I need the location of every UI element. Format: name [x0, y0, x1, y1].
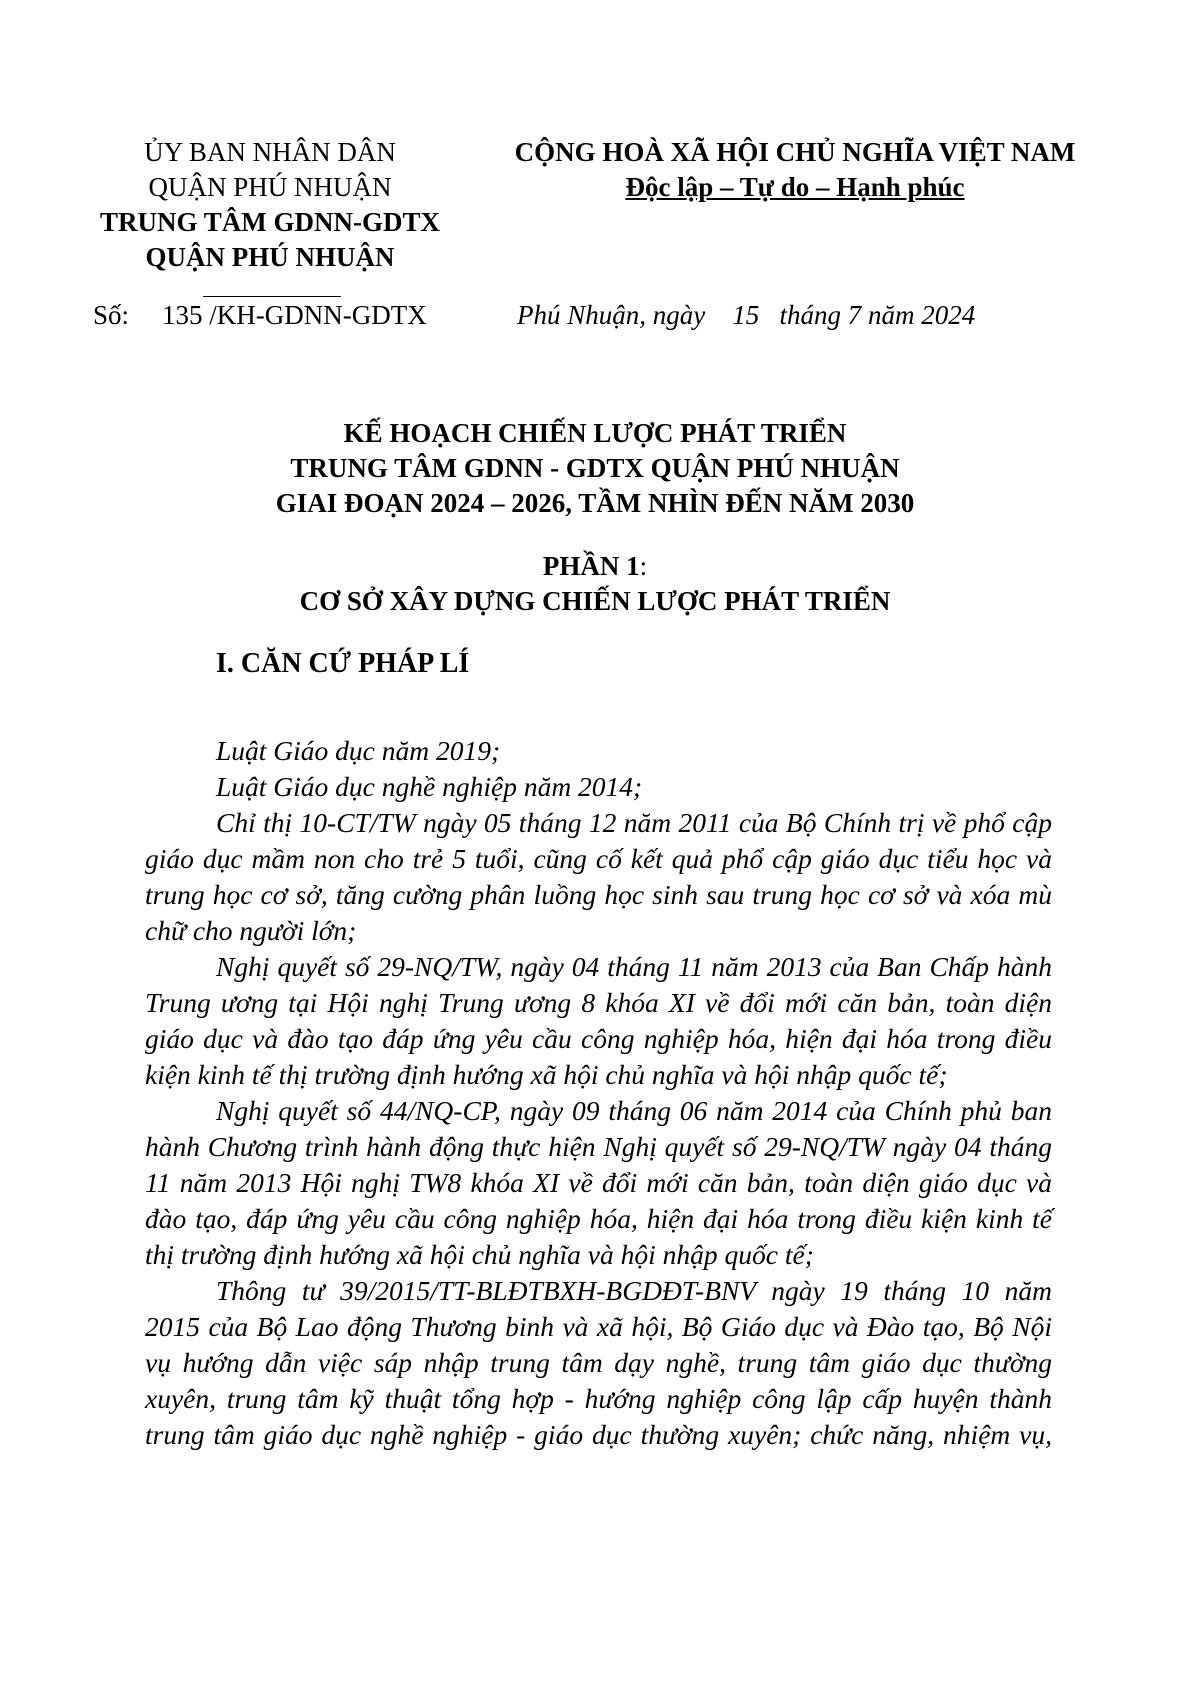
paragraph-line: Chỉ thị 10-CT/TW ngày 05 tháng 12 năm 2011 của Bộ Chính trị về phổ cập — [216, 807, 1052, 838]
paragraph-line: Nghị quyết số 44/NQ-CP, ngày 09 tháng 06 năm 2014 của Chính phủ ban — [216, 1095, 1052, 1126]
national-motto — [470, 169, 1120, 205]
paragraph-line: 11 năm 2013 Hội nghị TW8 khóa XI về đổi mới căn bản, toàn diện giáo dục và — [145, 1167, 1052, 1198]
paragraph — [145, 949, 1052, 1093]
doc-title-line-3: GIAI ĐOẠN 2024 – 2026, TẦM NHÌN ĐẾN NĂM 2030 — [275, 488, 915, 518]
paragraph-line: Nghị quyết số 29-NQ/TW, ngày 04 tháng 11 năm 2013 của Ban Chấp hành — [216, 951, 1052, 982]
paragraph-line: hành Chương trình hành động thực hiện Nghị quyết số 29-NQ/TW ngày 04 tháng — [145, 1131, 1052, 1162]
paragraph-line: trung tâm giáo dục nghề nghiệp - giáo dục thường xuyên; chức năng, nhiệm vụ, — [145, 1419, 1052, 1450]
doc-date: Phú Nhuận, ngày 15 tháng 7 năm 2024 — [517, 300, 976, 330]
part-subtitle: CƠ SỞ XÂY DỰNG CHIẾN LƯỢC PHÁT TRIỂN — [299, 586, 891, 616]
paragraph-line: xuyên, trung tâm kỹ thuật tổng hợp - hướng nghiệp công lập cấp huyện thành — [145, 1383, 1052, 1414]
national-title: CỘNG HOÀ XÃ HỘI CHỦ NGHĨA VIỆT NAM — [514, 137, 1076, 167]
paragraph — [145, 769, 1052, 805]
national-motto-text: Độc lập – Tự do – Hạnh phúc — [625, 172, 965, 202]
paragraph-line: đào tạo, đáp ứng yêu cầu công nghiệp hóa, hiện đại hóa trong điều kiện kinh tế — [145, 1203, 1052, 1234]
issuer-line-1: ỦY BAN NHÂN DÂN — [144, 137, 396, 167]
part-heading — [0, 551, 1190, 582]
paragraph-line: Luật Giáo dục năm 2019; — [216, 735, 501, 766]
paragraph-line: Thông tư 39/2015/TT-BLĐTBXH-BGDĐT-BNV ngày 19 tháng 10 năm — [216, 1275, 1052, 1306]
paragraph-line: giáo dục mầm non cho trẻ 5 tuổi, cũng cố kết quả phổ cập giáo dục tiểu học và — [145, 843, 1052, 874]
doc-number: 135 /KH-GDNN-GDTX — [162, 300, 427, 330]
paragraph-line: 2015 của Bộ Lao động Thương binh và xã hội, Bộ Giáo dục và Đào tạo, Bộ Nội — [145, 1311, 1052, 1342]
paragraph-line: Luật Giáo dục nghề nghiệp năm 2014; — [216, 771, 643, 802]
issuer-line-3: TRUNG TÂM GDNN-GDTX — [99, 207, 440, 237]
part-colon: : — [639, 551, 648, 581]
issuer-line-2: QUẬN PHÚ NHUẬN — [148, 172, 392, 202]
doc-number-label: Số: — [93, 300, 130, 330]
paragraph-line: thị trường định hướng xã hội chủ nghĩa và hội nhập quốc tế; — [145, 1239, 814, 1270]
paragraph — [145, 1093, 1052, 1273]
paragraph-line: giáo dục và đào tạo đáp ứng yêu cầu công nghiệp hóa, hiện đại hóa trong điều — [145, 1023, 1052, 1054]
paragraph — [145, 805, 1052, 949]
legal-basis-body — [145, 733, 1052, 1453]
paragraph — [145, 733, 1052, 769]
paragraph — [145, 1273, 1052, 1453]
issuer-underline-divider — [203, 296, 341, 297]
section-heading: I. CĂN CỨ PHÁP LÍ — [216, 648, 470, 679]
paragraph-line: trung học cơ sở, tăng cường phân luồng học sinh sau trung học cơ sở và xóa mù — [145, 879, 1052, 910]
paragraph-line: kiện kinh tế thị trường định hướng xã hội chủ nghĩa và hội nhập quốc tế; — [145, 1059, 948, 1090]
paragraph-line: vụ hướng dẫn việc sáp nhập trung tâm dạy nghề, trung tâm giáo dục thường — [145, 1347, 1052, 1378]
doc-title-line-2: TRUNG TÂM GDNN - GDTX QUẬN PHÚ NHUẬN — [290, 453, 900, 483]
part-label: PHẦN 1 — [542, 551, 640, 581]
doc-title-line-1: KẾ HOẠCH CHIẾN LƯỢC PHÁT TRIỂN — [343, 418, 847, 448]
paragraph-line: Trung ương tại Hội nghị Trung ương 8 khóa XI về đổi mới căn bản, toàn diện — [145, 987, 1052, 1018]
paragraph-line: chữ cho người lớn; — [145, 915, 357, 946]
issuer-line-4: QUẬN PHÚ NHUẬN — [145, 242, 395, 272]
